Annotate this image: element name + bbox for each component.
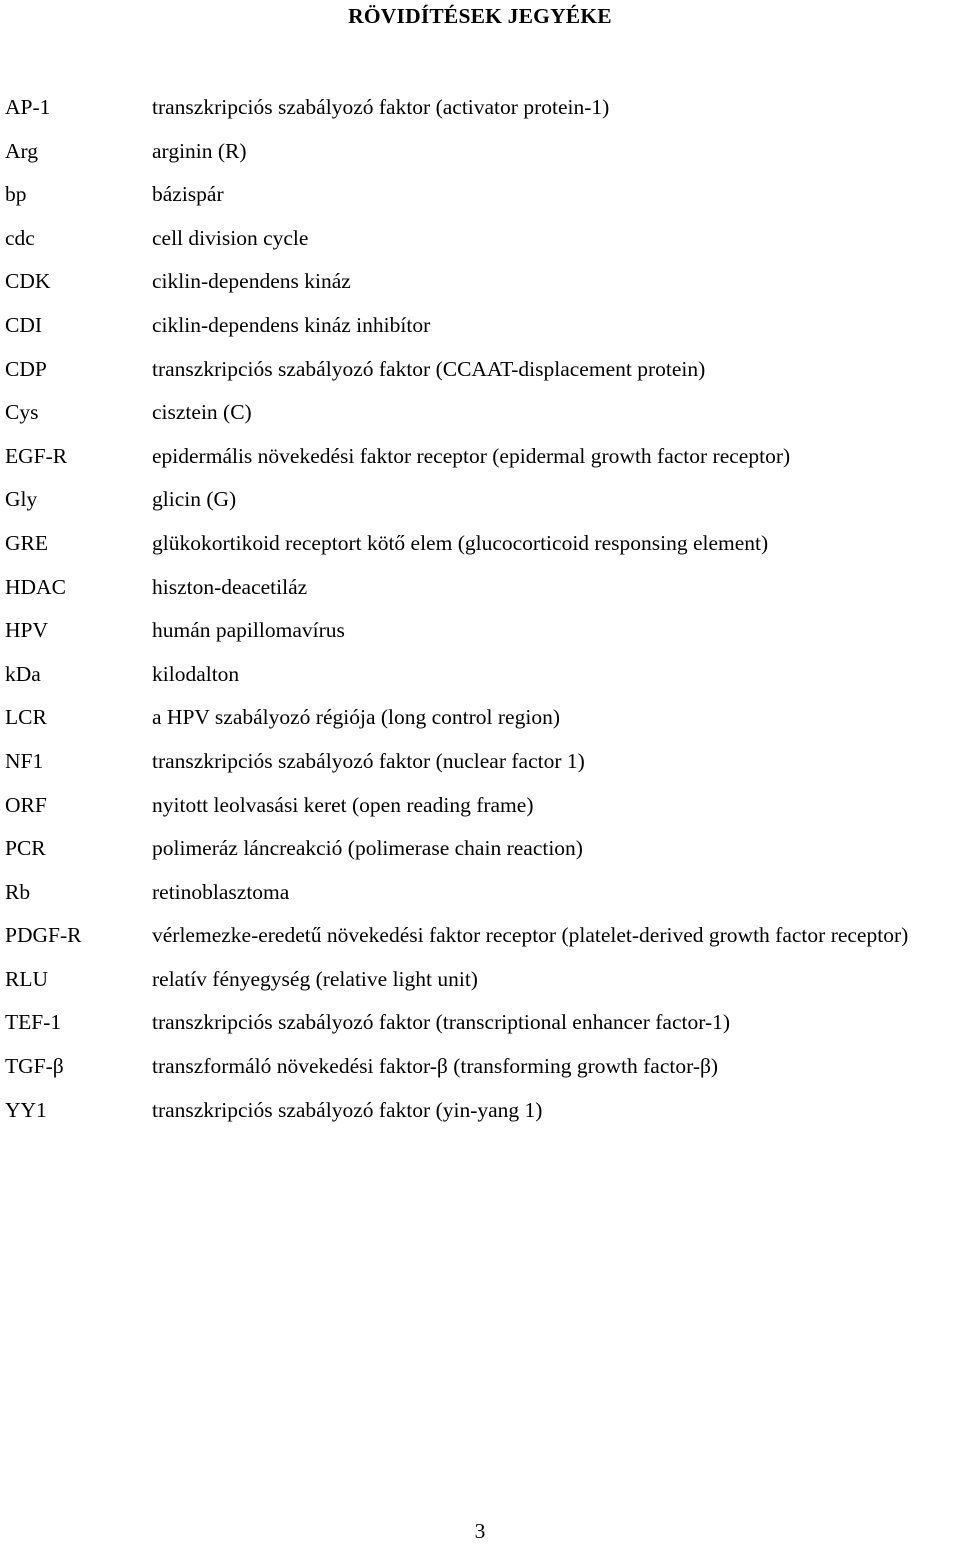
abbreviation-term: Gly: [5, 487, 38, 512]
abbreviation-entry: [0, 566, 960, 610]
abbreviation-term: PCR: [5, 836, 46, 861]
abbreviation-entry: [0, 478, 960, 522]
abbreviation-definition: retinoblasztoma: [152, 879, 290, 904]
abbreviation-definition: glükokortikoid receptort kötő elem (glucocorticoid responsing element): [152, 530, 769, 555]
abbreviation-entry: [0, 260, 960, 304]
abbreviation-entry: [0, 1001, 960, 1045]
abbreviation-term: YY1: [5, 1097, 47, 1122]
abbreviation-term: Arg: [5, 138, 39, 163]
abbreviation-definition: transzkripciós szabályozó faktor (activator protein-1): [152, 95, 610, 119]
abbreviation-term: LCR: [5, 705, 47, 730]
abbreviation-entry: [0, 86, 960, 130]
abbreviation-definition: transzkripciós szabályozó faktor (nuclear factor 1): [152, 748, 585, 773]
abbreviation-entry: [0, 914, 960, 958]
abbreviation-entry: [0, 1045, 960, 1089]
abbreviation-term: PDGF-R: [5, 923, 82, 948]
abbreviation-term: TGF-β: [5, 1054, 64, 1079]
abbreviation-definition: hiszton-deacetiláz: [152, 574, 308, 599]
abbreviation-entry: [0, 348, 960, 392]
abbreviation-entry: [0, 1089, 960, 1133]
abbreviation-definition: glicin (G): [152, 487, 237, 512]
abbreviation-entry: [0, 653, 960, 697]
abbreviation-entry: [0, 435, 960, 479]
abbreviation-entry: [0, 522, 960, 566]
abbreviation-term: RLU: [5, 966, 48, 991]
abbreviation-definition: bázispár: [152, 182, 224, 207]
abbreviation-term: AP-1: [5, 95, 51, 119]
abbreviation-term: kDa: [5, 661, 41, 686]
abbreviation-term: NF1: [5, 748, 44, 773]
abbreviation-entry: [0, 130, 960, 174]
abbreviation-definition: epidermális növekedési faktor receptor (epidermal growth factor receptor): [152, 443, 791, 468]
abbreviation-term: HPV: [5, 618, 49, 643]
abbreviation-entry: [0, 871, 960, 915]
page-title: RÖVIDÍTÉSEK JEGYÉKE: [348, 4, 612, 28]
abbreviation-term: CDK: [5, 269, 51, 294]
abbreviation-definition: transzkripciós szabályozó faktor (CCAAT-displacement protein): [152, 356, 706, 381]
abbreviation-entry: [0, 217, 960, 261]
abbreviation-definition: cell division cycle: [152, 225, 309, 250]
abbreviation-definition: a HPV szabályozó régiója (long control region): [152, 705, 560, 730]
abbreviation-term: Rb: [5, 879, 31, 904]
abbreviation-term: EGF-R: [5, 443, 68, 468]
abbreviation-term: Cys: [5, 400, 39, 425]
abbreviation-definition: transzkripciós szabályozó faktor (transcriptional enhancer factor-1): [152, 1010, 731, 1035]
abbreviation-definition: ciklin-dependens kináz: [152, 269, 351, 294]
abbreviation-term: GRE: [5, 530, 48, 555]
abbreviation-definition: vérlemezke-eredetű növekedési faktor receptor (platelet-derived growth factor receptor): [152, 923, 909, 948]
abbreviation-definition: arginin (R): [152, 138, 247, 163]
abbreviation-term: CDI: [5, 312, 43, 337]
abbreviation-definition: transzformáló növekedési faktor-β (transforming growth factor-β): [152, 1054, 719, 1079]
abbreviation-entry: [0, 740, 960, 784]
abbreviation-term: cdc: [5, 225, 35, 250]
abbreviation-definition: relatív fényegység (relative light unit): [152, 966, 478, 991]
abbreviation-term: CDP: [5, 356, 47, 381]
page-number: 3: [474, 1519, 486, 1543]
abbreviation-entry: [0, 304, 960, 348]
abbreviation-definition: polimeráz láncreakció (polimerase chain reaction): [152, 836, 583, 861]
abbreviation-entry: [0, 173, 960, 217]
abbreviation-entry: [0, 958, 960, 1002]
abbreviation-definition: kilodalton: [152, 661, 240, 686]
abbreviation-entry: [0, 696, 960, 740]
abbreviation-term: TEF-1: [5, 1010, 62, 1035]
abbreviation-term: bp: [5, 182, 27, 207]
abbreviation-definition: humán papillomavírus: [152, 618, 345, 643]
abbreviation-definition: ciklin-dependens kináz inhibítor: [152, 312, 431, 337]
abbreviation-definition: nyitott leolvasási keret (open reading frame): [152, 792, 534, 817]
abbreviation-definition: transzkripciós szabályozó faktor (yin-yang 1): [152, 1097, 543, 1122]
abbreviation-entry: [0, 784, 960, 828]
abbreviation-term: ORF: [5, 792, 47, 817]
abbreviation-entry: [0, 609, 960, 653]
abbreviation-list: [0, 86, 960, 1132]
abbreviation-entry: [0, 827, 960, 871]
abbreviation-definition: cisztein (C): [152, 400, 252, 425]
abbreviation-entry: [0, 391, 960, 435]
abbreviation-term: HDAC: [5, 574, 66, 599]
